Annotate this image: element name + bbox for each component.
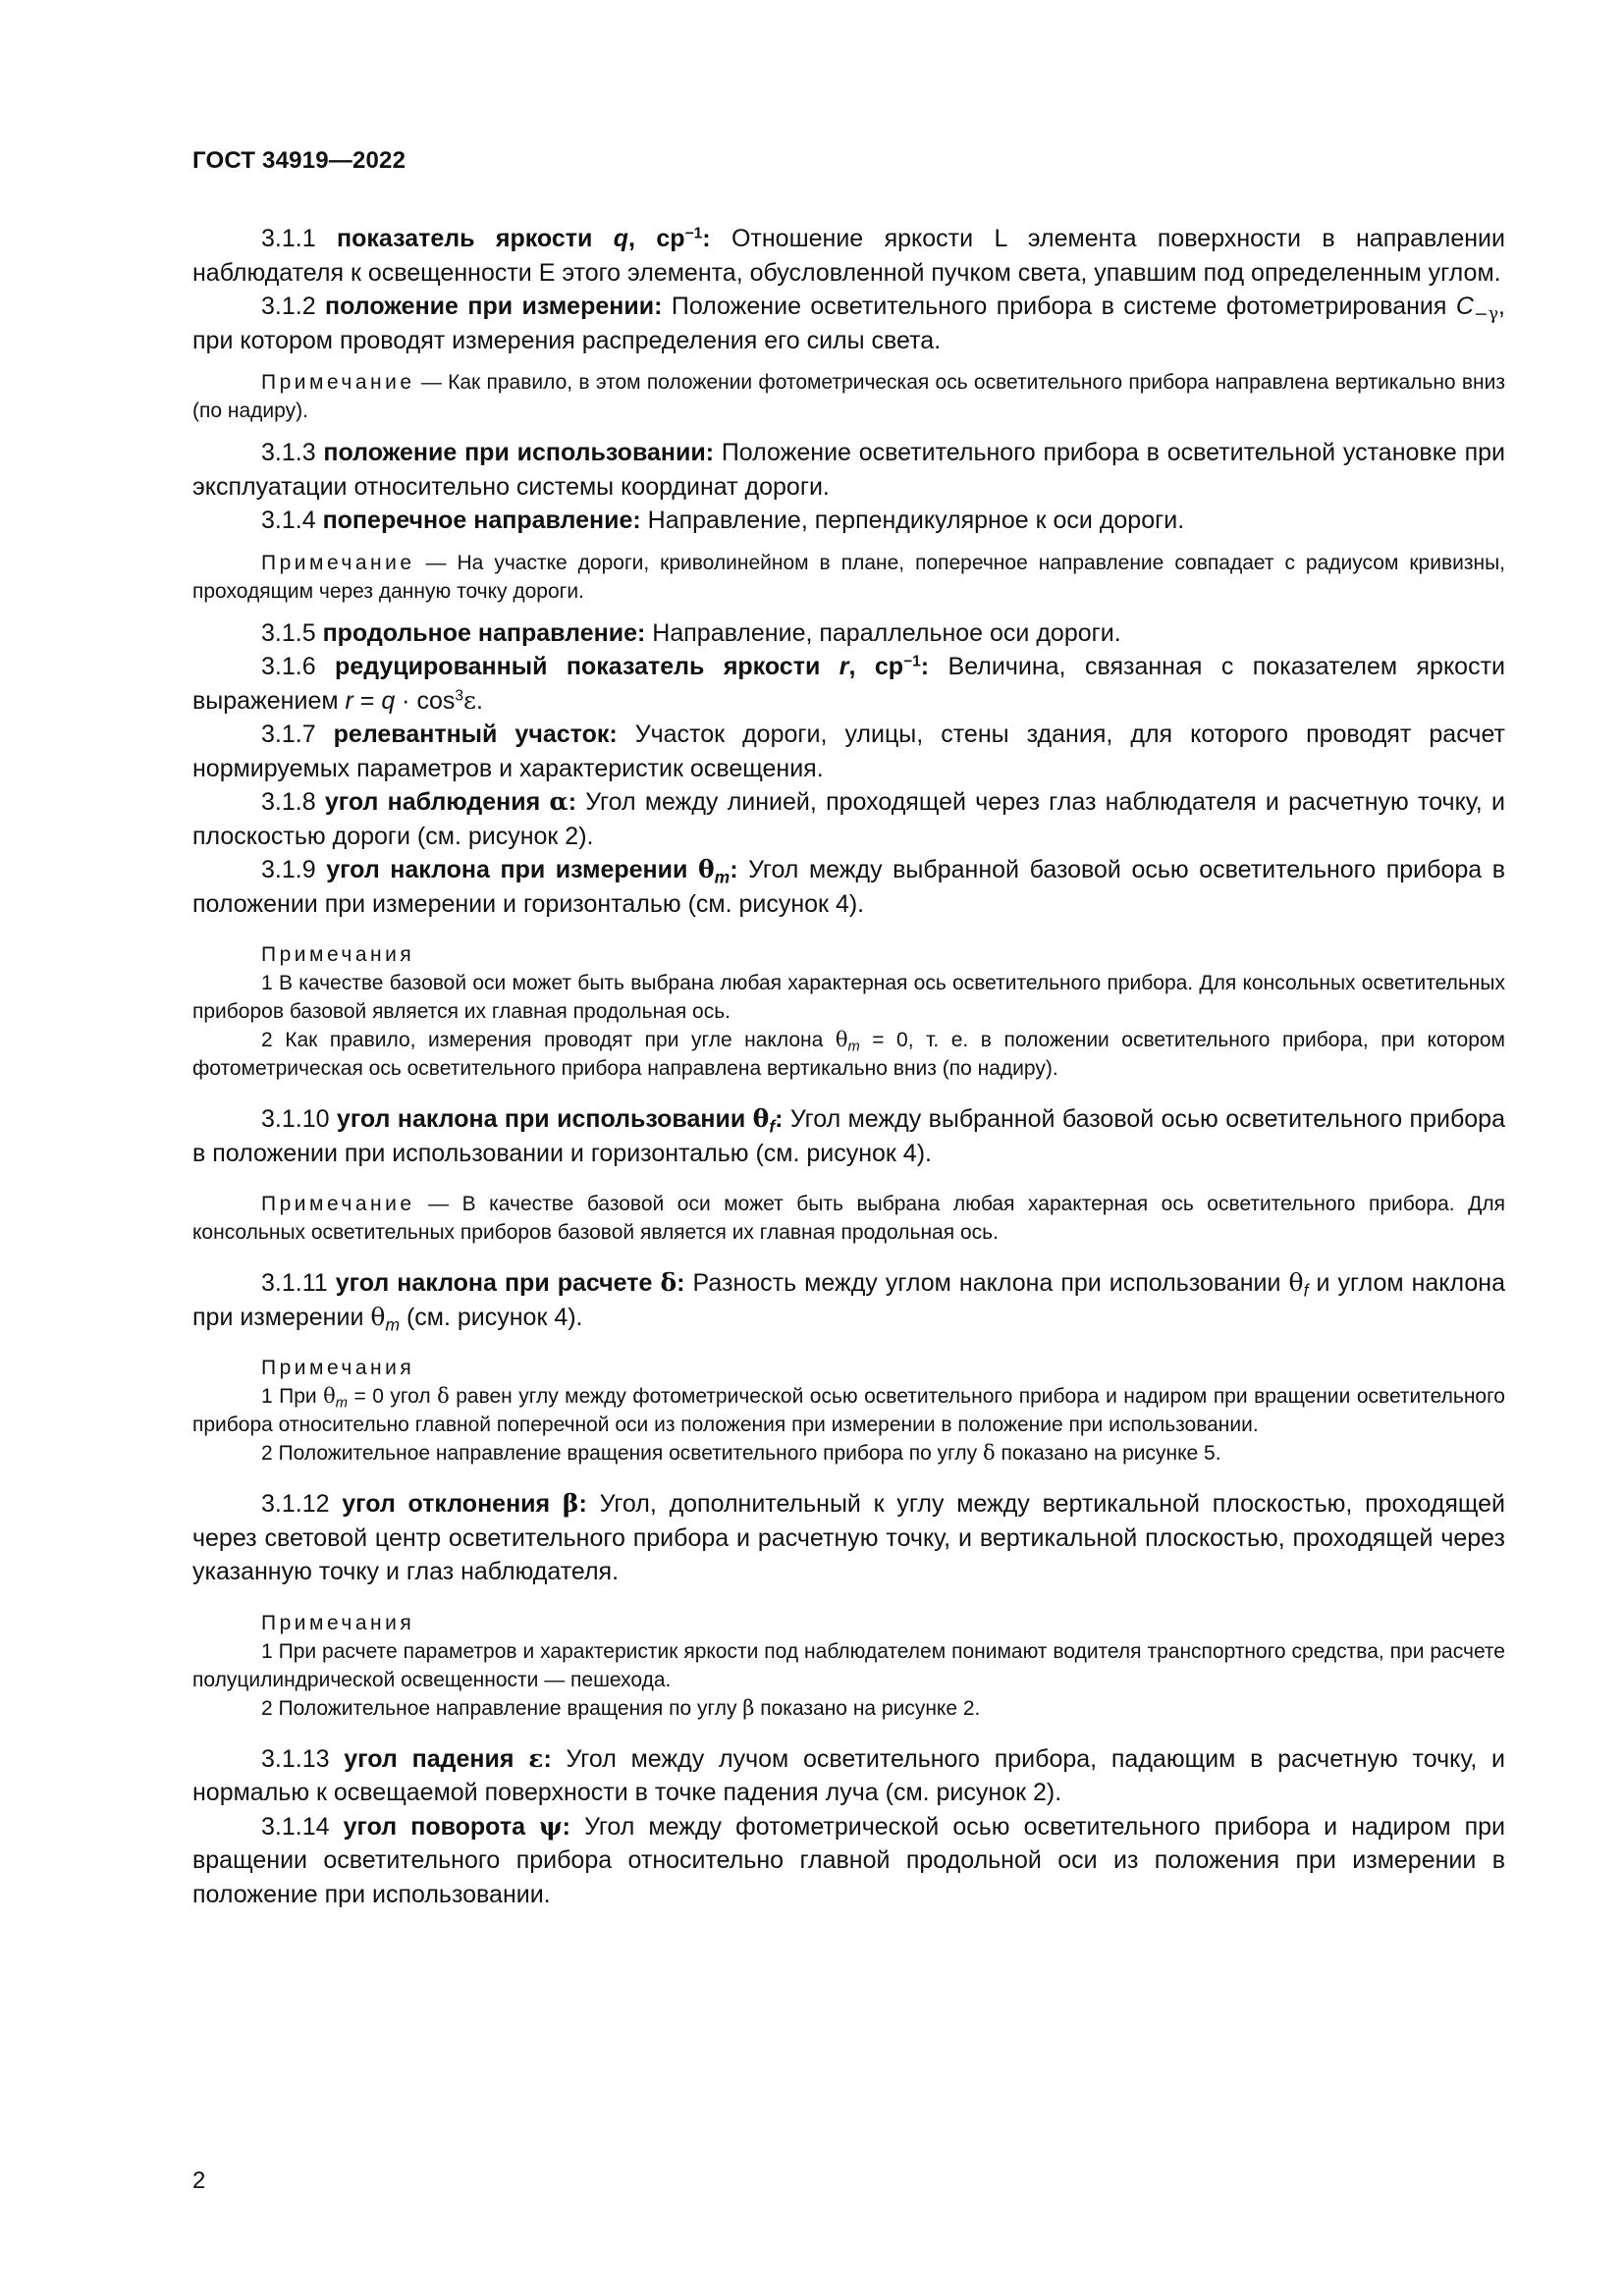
term-colon: :	[775, 1105, 784, 1133]
term-title: положение при измерении:	[325, 293, 663, 320]
term-3-1-11	[192, 1266, 1505, 1334]
note-item-3-1-12-1: 1 При расчете параметров и характеристик яркости под наблюдателем понимают водителя транспортного средства, при расчете полуцилиндрической освещенности — пешехода.	[192, 1639, 1505, 1691]
term-number: 3.1.10	[261, 1105, 337, 1133]
term-symbol: ε	[528, 1743, 544, 1773]
note-label: Примечание	[261, 371, 415, 394]
note-3-1-2	[192, 368, 1505, 425]
term-symbol-subscript: m	[714, 867, 731, 887]
note-label: Примечание	[261, 551, 415, 574]
term-number: 3.1.6	[261, 653, 336, 680]
term-3-1-4	[192, 504, 1505, 538]
formula-equals: =	[352, 686, 382, 715]
term-3-1-14	[192, 1810, 1505, 1912]
term-colon: :	[920, 653, 930, 680]
term-definition: Направление, параллельное оси дороги.	[645, 618, 1121, 647]
symbol-subscript-f: f	[1303, 1280, 1309, 1301]
term-definition: Угол между лучом осветительного прибора, падающим в расчетную точку, и нормалью к освещаемой поверхности в точке падения луча (см. рисунок 2).	[192, 1744, 1506, 1806]
page-number: 2	[192, 2167, 206, 2194]
term-number: 3.1.8	[261, 788, 325, 816]
term-colon: :	[578, 1490, 587, 1518]
formula-exponent: 3	[455, 686, 463, 704]
term-number: 3.1.2	[261, 293, 326, 320]
document-body	[192, 222, 1505, 1911]
note-item-3-1-12-2	[192, 1694, 1505, 1723]
term-3-1-2	[192, 290, 1505, 357]
note-symbol: θ	[323, 1384, 336, 1408]
formula-end: .	[475, 686, 483, 715]
term-unit: , ср	[628, 225, 685, 252]
term-unit-exponent: −1	[684, 225, 703, 242]
term-title: угол падения	[344, 1744, 514, 1773]
note-text: — Как правило, в этом положении фотометрическая ось осветительного прибора направлена вертикально вниз (по надиру).	[192, 371, 1505, 422]
term-title: угол поворота	[343, 1812, 525, 1841]
note-text: 2 Положительное направление вращения по углу	[261, 1696, 743, 1720]
term-definition-end: (см. рисунок 4).	[400, 1303, 583, 1331]
term-3-1-1	[192, 222, 1505, 290]
note-symbol-delta: δ	[982, 1441, 996, 1465]
term-title: релевантный участок:	[333, 721, 618, 748]
term-number: 3.1.12	[261, 1490, 343, 1518]
term-symbol: α	[549, 787, 568, 816]
formula-epsilon: ε	[462, 685, 476, 715]
term-definition: Направление, перпендикулярное к оси дороги.	[640, 507, 1185, 534]
term-unit-exponent: −1	[903, 653, 921, 670]
running-header: ГОСТ 34919—2022	[192, 147, 406, 174]
term-title: поперечное направление:	[322, 507, 641, 534]
term-3-1-6	[192, 650, 1505, 718]
symbol-theta-m: θ	[370, 1302, 386, 1331]
term-colon: :	[677, 1269, 685, 1297]
note-text: 1 При	[261, 1385, 324, 1408]
term-symbol: C	[1455, 293, 1474, 320]
note-3-1-10	[192, 1190, 1505, 1247]
note-item-3-1-9-2	[192, 1026, 1505, 1083]
note-text: 2 Как правило, измерения проводят при угле наклона	[261, 1029, 836, 1051]
term-symbol: θ	[697, 855, 715, 883]
term-title: показатель яркости	[337, 225, 593, 252]
term-definition-cont: , при котором проводят измерения распределения его силы света.	[192, 293, 1505, 354]
term-definition-cont: и углом наклона при измерении	[192, 1269, 1505, 1331]
note-symbol-subscript: m	[847, 1039, 860, 1055]
notes-title-3-1-9: Примечания	[261, 943, 415, 966]
term-symbol: θ	[752, 1104, 770, 1133]
note-symbol-delta: δ	[437, 1384, 450, 1408]
note-3-1-4	[192, 549, 1505, 606]
symbol-theta-f: θ	[1288, 1268, 1304, 1297]
note-symbol-subscript: m	[335, 1395, 349, 1412]
term-definition: Разность между углом наклона при использовании	[684, 1269, 1289, 1297]
term-number: 3.1.11	[261, 1269, 336, 1297]
symbol-subscript-m: m	[385, 1313, 401, 1334]
term-symbol: β	[562, 1489, 579, 1518]
notes-title-3-1-12: Примечания	[261, 1611, 415, 1634]
term-title: угол наклона при расчете	[335, 1269, 653, 1297]
term-3-1-7	[192, 718, 1505, 785]
notes-title-3-1-11: Примечания	[261, 1357, 415, 1379]
term-definition: Участок дороги, улицы, стены здания, для которого проводят расчет нормируемых параметров и характеристик освещения.	[192, 721, 1505, 782]
term-definition: Угол между линией, проходящей через глаз наблюдателя и расчетную точку, и плоскостью дороги (см. рисунок 2).	[192, 788, 1505, 850]
note-text-end: равен углу между фотометрической осью осветительного прибора и надиром при вращении осветительного прибора относительно главной поперечной оси из положения при измерении в положение при использовании.	[192, 1385, 1505, 1436]
term-colon: :	[730, 856, 738, 883]
term-3-1-12	[192, 1487, 1505, 1589]
term-definition: Угол, дополнительный к углу между вертикальной плоскостью, проходящей через световой центр осветительного прибора и расчетную точку, и вертикальной плоскостью, проходящей через указанную точку и глаз наблюдателя.	[192, 1490, 1506, 1585]
term-definition: Угол между фотометрической осью осветительного прибора и надиром при вращении осветительного прибора относительно главной продольной оси из положения при измерении в положение при использовании.	[192, 1812, 1506, 1908]
note-text-cont: = 0, т. е. в положении осветительного прибора, при котором фотометрическая ось осветительного прибора направлена вертикально вниз (по надиру).	[192, 1029, 1505, 1080]
term-number: 3.1.3	[261, 439, 324, 466]
note-label: Примечание	[261, 1193, 415, 1215]
term-title: положение при использовании:	[323, 439, 715, 466]
note-text: — На участке дороги, криволинейном в плане, поперечное направление совпадает с радиусом кривизны, проходящим через данную точку дороги.	[192, 551, 1505, 603]
term-symbol-subscript: f	[769, 1116, 776, 1137]
note-text-cont: показано на рисунке 2.	[754, 1696, 981, 1720]
term-symbol: q	[613, 225, 629, 252]
note-symbol: θ	[835, 1028, 848, 1051]
note-item-3-1-11-1	[192, 1382, 1505, 1439]
term-number: 3.1.5	[261, 618, 323, 647]
term-title: угол наклона при использовании	[336, 1105, 746, 1133]
term-definition: Угол между выбранной базовой осью осветительного прибора в положении при использовании и горизонталью (см. рисунок 4).	[192, 1105, 1505, 1167]
term-title: продольное направление:	[322, 618, 646, 647]
term-symbol-subscript: −γ	[1473, 304, 1499, 325]
term-3-1-8	[192, 785, 1505, 853]
term-definition: Величина, связанная с показателем яркости выражением	[192, 653, 1505, 715]
term-number: 3.1.4	[261, 507, 323, 534]
term-symbol: r	[839, 653, 849, 680]
term-3-1-3	[192, 436, 1505, 504]
formula-r: r	[345, 686, 353, 715]
note-item-3-1-9-1: 1 В качестве базовой оси может быть выбрана любая характерная ось осветительного прибора. Для консольных осветительных приборов базовой является их главная продольная ось.	[192, 972, 1505, 1023]
note-text: 2 Положительное направление вращения осветительного прибора по углу	[261, 1442, 983, 1465]
term-colon: :	[543, 1744, 552, 1773]
term-3-1-9	[192, 853, 1505, 921]
term-number: 3.1.9	[261, 856, 327, 883]
term-title: угол наблюдения	[324, 788, 541, 816]
note-item-3-1-11-2	[192, 1439, 1505, 1468]
term-definition: Отношение яркости L элемента поверхности в направлении наблюдателя к освещенности E этого элемента, обусловленной пучком света, упавшим под определенным углом.	[192, 225, 1505, 287]
term-symbol: ψ	[539, 1811, 563, 1841]
term-definition: Положение осветительного прибора в системе фотометрирования	[662, 293, 1456, 320]
term-3-1-5	[192, 616, 1505, 651]
formula-cos: · cos	[395, 686, 456, 715]
term-number: 3.1.1	[261, 225, 337, 252]
term-title: угол отклонения	[342, 1490, 551, 1518]
term-definition: Угол между выбранной базовой осью осветительного прибора в положении при измерении и горизонталью (см. рисунок 4).	[192, 856, 1506, 918]
term-colon: :	[562, 1812, 570, 1841]
note-text-cont: = 0 угол	[348, 1385, 438, 1408]
term-number: 3.1.14	[261, 1812, 344, 1841]
term-number: 3.1.13	[261, 1744, 345, 1773]
term-symbol: δ	[660, 1268, 677, 1297]
note-text-cont: показано на рисунке 5.	[995, 1442, 1221, 1465]
term-3-1-13	[192, 1742, 1505, 1810]
term-title: редуцированный показатель яркости	[335, 653, 821, 680]
term-definition: Положение осветительного прибора в осветительной установке при эксплуатации относительно системы координат дороги.	[192, 439, 1506, 501]
note-symbol-beta: β	[742, 1695, 755, 1720]
term-3-1-10	[192, 1102, 1505, 1170]
formula-q: q	[381, 686, 396, 715]
term-unit: , ср	[848, 653, 904, 680]
term-title: угол наклона при измерении	[326, 856, 688, 883]
term-number: 3.1.7	[261, 721, 334, 748]
note-text: — В качестве базовой оси может быть выбрана любая характерная ось осветительного прибора. Для консольных осветительных приборов базовой является их главная продольная ось.	[192, 1193, 1505, 1244]
term-colon: :	[568, 788, 577, 816]
term-colon: :	[702, 225, 711, 252]
